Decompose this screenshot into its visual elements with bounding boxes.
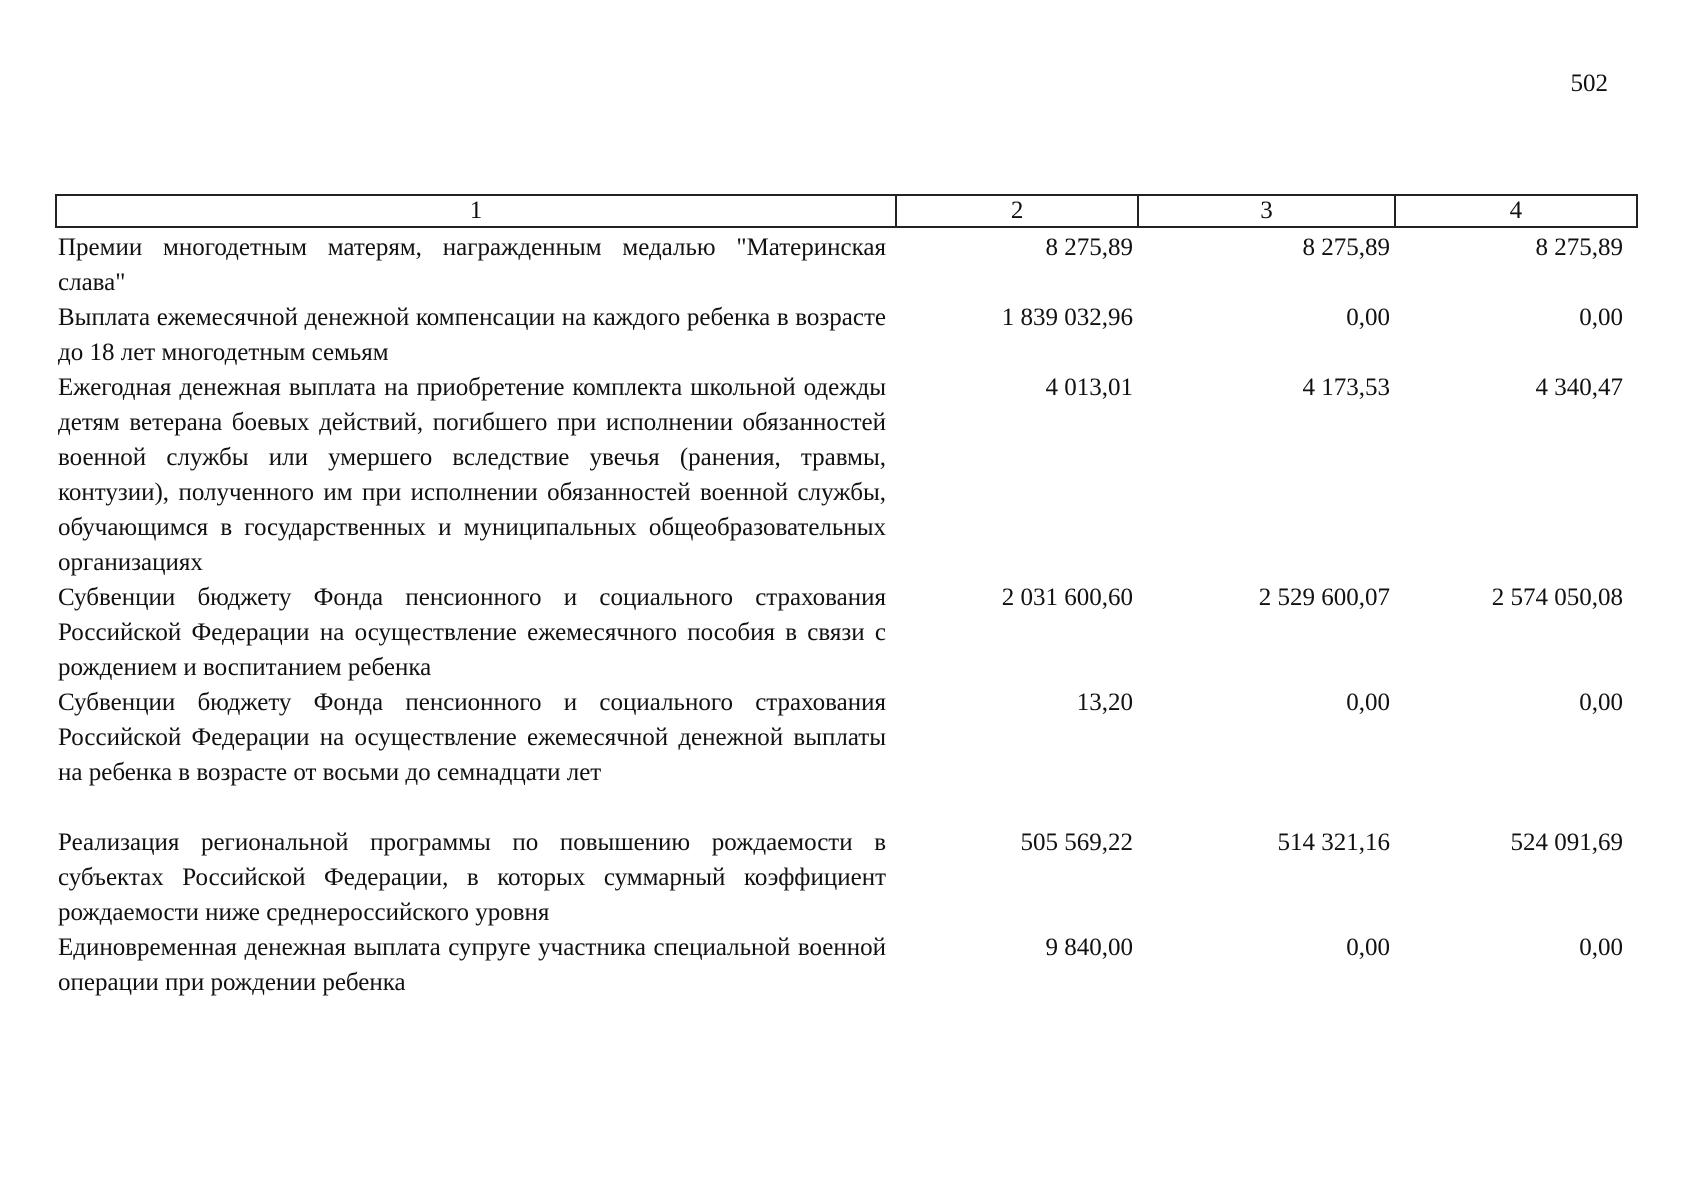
row-description: Реализация региональной программы по повышению рождаемости в субъектах Российской Федерации, в которых суммарный коэффициент рождаемости ниже среднероссийского уровня [58, 829, 886, 926]
row-value-col4: 0,00 [1579, 934, 1623, 961]
row-value-col3: 4 173,53 [1302, 374, 1390, 401]
table-row [58, 685, 1638, 790]
table-row [58, 580, 1638, 685]
row-description: Ежегодная денежная выплата на приобретение комплекта школьной одежды детям ветерана боевых действий, погибшего при исполнении обязанностей военной службы или умершего вследствие увечья (ранения, травмы, контузии), полученного им при исполнении обязанностей военной службы, обучающимся в государственных и муниципальных общеобразовательных организациях [58, 374, 886, 576]
row-description: Премии многодетным матерям, награжденным медалью "Материнская слава" [58, 234, 886, 296]
row-value-col3: 514 321,16 [1277, 829, 1390, 856]
header-col-4: 4 [1509, 197, 1523, 224]
table-row [58, 825, 1638, 930]
row-value-col2: 8 275,89 [1045, 234, 1133, 261]
row-value-col3: 0,00 [1346, 934, 1390, 961]
header-col-2: 2 [897, 196, 1139, 226]
row-value-col4: 0,00 [1579, 304, 1623, 331]
row-description: Единовременная денежная выплата супруге участника специальной военной операции при рождении ребенка [58, 934, 886, 996]
row-value-col4: 2 574 050,08 [1491, 584, 1623, 611]
row-value-col2: 13,20 [1076, 689, 1133, 716]
row-value-col2: 1 839 032,96 [1001, 304, 1133, 331]
row-value-col3: 0,00 [1346, 304, 1390, 331]
header-col-3: 3 [1139, 196, 1395, 226]
row-value-col4: 524 091,69 [1510, 829, 1623, 856]
row-description: Субвенции бюджету Фонда пенсионного и социального страхования Российской Федерации на осуществление ежемесячной денежной выплаты на ребенка в возрасте от восьми до семнадцати лет [58, 689, 886, 786]
row-value-col3: 0,00 [1346, 689, 1390, 716]
row-value-col2: 505 569,22 [1020, 829, 1133, 856]
table-row [58, 930, 1638, 1000]
table-row [58, 230, 1638, 300]
table-body [58, 230, 1638, 1000]
row-value-col2: 4 013,01 [1045, 374, 1133, 401]
row-value-col3: 8 275,89 [1302, 234, 1390, 261]
table-header [55, 194, 1638, 228]
row-value-col2: 9 840,00 [1045, 934, 1133, 961]
page-number: 502 [1570, 70, 1608, 97]
row-spacer [58, 790, 1638, 825]
row-value-col4: 0,00 [1579, 689, 1623, 716]
row-value-col4: 4 340,47 [1535, 374, 1623, 401]
row-description: Выплата ежемесячной денежной компенсации на каждого ребенка в возрасте до 18 лет многодетным семьям [58, 304, 886, 366]
row-description: Субвенции бюджету Фонда пенсионного и социального страхования Российской Федерации на осуществление ежемесячного пособия в связи с рождением и воспитанием ребенка [58, 584, 886, 681]
table-row [58, 300, 1638, 370]
table-row [58, 370, 1638, 580]
row-value-col4: 8 275,89 [1535, 234, 1623, 261]
row-value-col3: 2 529 600,07 [1258, 584, 1390, 611]
row-value-col2: 2 031 600,60 [1001, 584, 1133, 611]
header-col-1: 1 [57, 196, 897, 226]
